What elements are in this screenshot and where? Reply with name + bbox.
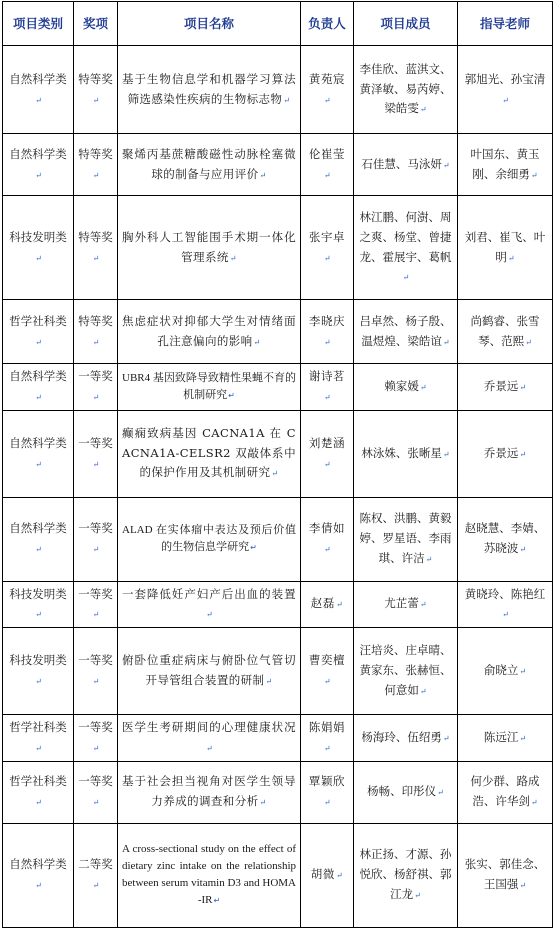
cell-category (3, 581, 74, 628)
paragraph-mark-icon: ↵ (425, 554, 433, 564)
cell-category-text: 自然科学类 (9, 521, 67, 536)
cell-members-text: 林泳姝、张晰星 (361, 445, 442, 460)
cell-category-text: 哲学社科类 (9, 720, 67, 735)
awards-table (2, 1, 553, 928)
cell-members (354, 761, 458, 823)
paragraph-mark-icon: ↵ (414, 890, 421, 900)
cell-award-text: 特等奖 (78, 313, 113, 328)
cell-leader-text: 覃颖欣 (308, 774, 346, 789)
cell-leader (301, 196, 354, 300)
cell-award (74, 364, 118, 411)
paragraph-mark-icon: ↵ (525, 337, 532, 347)
cell-members (354, 497, 458, 581)
cell-advisor (458, 46, 553, 134)
cell-advisor (458, 497, 553, 581)
header-row (3, 2, 553, 46)
cell-award-text: 一等奖 (78, 774, 113, 789)
cell-category-text: 自然科学类 (9, 71, 67, 86)
cell-members-text: 李佳欣、蓝淇文、黄泽敏、易芮婷、梁皓雯 (359, 61, 452, 116)
cell-project-name-text: 胸外科人工智能围手术期一体化管理系统 (122, 229, 296, 264)
cell-leader (301, 134, 354, 196)
cell-advisor-text: 陈远江 (483, 729, 519, 744)
paragraph-mark-icon: ↵ (92, 253, 100, 263)
cell-leader (301, 761, 354, 823)
paragraph-mark-icon: ↵ (442, 160, 450, 170)
cell-award-text: 一等奖 (78, 720, 113, 735)
cell-leader-text: 赵磊 (310, 596, 335, 611)
table-row (3, 761, 553, 823)
cell-category (3, 628, 74, 715)
paragraph-mark-icon: ↵ (259, 798, 267, 808)
cell-members-text: 吕卓然、杨子殷、温煜煌、梁皓谊 (359, 313, 452, 348)
cell-members-text: 林正扬、才源、孙悦欣、杨舒祺、郭江龙 (359, 847, 452, 901)
paragraph-mark-icon: ↵ (265, 677, 273, 687)
cell-leader-text: 刘楚涵 (308, 435, 346, 450)
cell-award (74, 196, 118, 300)
paragraph-mark-icon: ↵ (507, 253, 515, 263)
cell-advisor (458, 300, 553, 364)
cell-award-text: 特等奖 (78, 146, 113, 161)
paragraph-mark-icon: ↵ (323, 337, 332, 347)
cell-category (3, 196, 74, 300)
cell-members-text: 汪培炎、庄卓晴、黄家东、张赫恒、何意如 (359, 643, 452, 697)
cell-category-text: 科技发明类 (9, 653, 67, 668)
cell-members-text: 杨畅、印彤仪 (367, 784, 437, 799)
cell-award-text: 特等奖 (78, 229, 113, 244)
cell-leader (301, 823, 354, 927)
paragraph-mark-icon: ↵ (213, 896, 221, 906)
paragraph-mark-icon: ↵ (323, 392, 332, 402)
cell-advisor (458, 581, 553, 628)
paragraph-mark-icon: ↵ (92, 798, 100, 808)
cell-award (74, 715, 118, 762)
paragraph-mark-icon: ↵ (92, 337, 100, 347)
paragraph-mark-icon: ↵ (35, 337, 42, 347)
paragraph-mark-icon: ↵ (35, 798, 42, 808)
cell-project-name-text: 医学生考研期间的心理健康状况 (122, 720, 296, 735)
paragraph-mark-icon: ↵ (335, 871, 344, 881)
cell-advisor-text: 赵晓慧、李婧、苏晓波 (464, 521, 546, 556)
cell-advisor-text: 张实、郭佳念、王国强 (464, 857, 546, 892)
cell-leader (301, 410, 354, 497)
header-leader: 负责人 (301, 2, 354, 46)
cell-members-text: 林江鹏、何澍、周之爽、杨堂、曾捷龙、霍展宇、葛帆 (359, 209, 452, 264)
paragraph-mark-icon: ↵ (323, 798, 332, 808)
cell-project-name-text: A cross-sectional study on the effect of dietary zinc intake on the relationship between serum vitamin D3 and HOMA-IR (122, 843, 296, 907)
cell-project-name (118, 823, 301, 927)
paragraph-mark-icon: ↵ (419, 105, 427, 115)
cell-project-name-text: UBR4 基因致降导致精性果蝇不育的机制研究 (122, 371, 296, 401)
cell-advisor-text: 俞晓立 (483, 663, 519, 678)
header-award: 奖项 (74, 2, 118, 46)
paragraph-mark-icon: ↵ (519, 545, 527, 555)
cell-category-text: 自然科学类 (9, 146, 67, 161)
cell-category (3, 300, 74, 364)
cell-members (354, 410, 458, 497)
cell-members-text: 陈权、洪鹏、黄毅婷、罗星语、李雨琪、许洁 (359, 511, 452, 565)
table-row (3, 410, 553, 497)
cell-leader-text: 李倩如 (308, 521, 346, 536)
cell-project-name-text: 俯卧位重症病床与俯卧位气管切开导管组合装置的研制 (122, 653, 296, 688)
paragraph-mark-icon: ↵ (228, 390, 235, 400)
paragraph-mark-icon: ↵ (92, 95, 100, 105)
cell-members (354, 300, 458, 364)
cell-project-name (118, 300, 301, 364)
cell-members (354, 46, 458, 134)
cell-advisor (458, 823, 553, 927)
paragraph-mark-icon: ↵ (35, 743, 42, 753)
cell-members-text: 石佳慧、马泳妍 (361, 156, 442, 171)
cell-category (3, 364, 74, 411)
cell-members-text: 赖家媛 (384, 378, 419, 393)
cell-award-text: 一等奖 (78, 369, 113, 383)
cell-members-text: 尤芷蕾 (384, 596, 419, 611)
paragraph-mark-icon: ↵ (519, 733, 527, 743)
cell-category (3, 823, 74, 927)
paragraph-mark-icon: ↵ (35, 459, 42, 469)
cell-advisor-text: 黄晓玲、陈艳红 (464, 586, 546, 601)
cell-members (354, 581, 458, 628)
paragraph-mark-icon: ↵ (323, 677, 332, 687)
cell-project-name-text: 一套降低妊产妇产后出血的装置 (122, 586, 296, 601)
cell-award (74, 761, 118, 823)
paragraph-mark-icon: ↵ (35, 881, 42, 891)
paragraph-mark-icon: ↵ (259, 170, 267, 180)
paragraph-mark-icon: ↵ (35, 677, 42, 687)
cell-project-name (118, 134, 301, 196)
cell-project-name (118, 364, 301, 411)
paragraph-mark-icon: ↵ (283, 95, 291, 105)
cell-category-text: 自然科学类 (9, 369, 67, 383)
paragraph-mark-icon: ↵ (229, 253, 237, 263)
cell-leader-text: 陈娟娟 (308, 720, 346, 735)
cell-award (74, 823, 118, 927)
paragraph-mark-icon: ↵ (35, 253, 42, 263)
paragraph-mark-icon: ↵ (442, 449, 450, 459)
cell-leader (301, 364, 354, 411)
table-row (3, 46, 553, 134)
paragraph-mark-icon: ↵ (442, 337, 450, 347)
table-row (3, 364, 553, 411)
paragraph-mark-icon: ↵ (323, 170, 332, 180)
cell-advisor (458, 715, 553, 762)
paragraph-mark-icon: ↵ (92, 170, 100, 180)
cell-project-name (118, 497, 301, 581)
cell-award-text: 二等奖 (78, 857, 113, 872)
table-row (3, 300, 553, 364)
paragraph-mark-icon: ↵ (519, 382, 527, 392)
cell-advisor (458, 364, 553, 411)
cell-leader-text: 黄苑宸 (308, 71, 346, 86)
cell-award (74, 134, 118, 196)
paragraph-mark-icon: ↵ (92, 459, 100, 469)
paragraph-mark-icon: ↵ (35, 392, 42, 402)
cell-members (354, 628, 458, 715)
cell-advisor-text: 尚鹤睿、张雪琴、范熙 (470, 313, 540, 348)
header-advisor: 指导老师 (458, 2, 553, 46)
paragraph-mark-icon: ↵ (442, 733, 450, 743)
paragraph-mark-icon: ↵ (250, 543, 257, 553)
cell-leader-text: 胡微 (310, 867, 335, 882)
cell-award-text: 一等奖 (78, 653, 113, 668)
paragraph-mark-icon: ↵ (35, 95, 42, 105)
cell-project-name-text: ALAD 在实体瘤中表达及预后价值的生物信息学研究 (122, 523, 296, 554)
paragraph-mark-icon: ↵ (437, 788, 444, 798)
paragraph-mark-icon: ↵ (502, 610, 509, 620)
cell-members (354, 715, 458, 762)
cell-advisor (458, 410, 553, 497)
cell-members (354, 364, 458, 411)
cell-award (74, 628, 118, 715)
cell-advisor (458, 196, 553, 300)
paragraph-mark-icon: ↵ (253, 337, 261, 347)
paragraph-mark-icon: ↵ (35, 545, 42, 555)
cell-project-name (118, 46, 301, 134)
paragraph-mark-icon: ↵ (502, 95, 509, 105)
cell-advisor-text: 叶国东、黄玉刚、余细勇 (470, 146, 540, 181)
cell-category-text: 自然科学类 (9, 857, 67, 872)
paragraph-mark-icon: ↵ (530, 170, 538, 180)
paragraph-mark-icon: ↵ (419, 686, 427, 696)
cell-project-name (118, 410, 301, 497)
paragraph-mark-icon: ↵ (205, 610, 214, 620)
paragraph-mark-icon: ↵ (402, 273, 410, 283)
cell-advisor-text: 刘君、崔飞、叶明 (464, 229, 546, 264)
table-row (3, 823, 553, 927)
paragraph-mark-icon: ↵ (519, 667, 527, 677)
cell-category-text: 哲学社科类 (9, 313, 67, 328)
table-row (3, 628, 553, 715)
cell-project-name-text: 聚烯丙基蔗糖酸磁性动脉栓塞微球的制备与应用评价 (122, 146, 296, 181)
cell-category-text: 科技发明类 (9, 586, 67, 601)
cell-project-name (118, 715, 301, 762)
paragraph-mark-icon: ↵ (92, 881, 100, 891)
table-row (3, 581, 553, 628)
paragraph-mark-icon: ↵ (323, 95, 332, 105)
header-members: 项目成员 (354, 2, 458, 46)
cell-award (74, 410, 118, 497)
cell-advisor (458, 761, 553, 823)
paragraph-mark-icon: ↵ (323, 459, 332, 469)
cell-leader-text: 曹奕檀 (308, 653, 346, 668)
cell-award (74, 300, 118, 364)
cell-leader (301, 300, 354, 364)
cell-category (3, 715, 74, 762)
cell-award (74, 581, 118, 628)
cell-project-name (118, 628, 301, 715)
paragraph-mark-icon: ↵ (35, 610, 42, 620)
cell-leader-text: 伦崔莹 (308, 146, 346, 161)
cell-category (3, 761, 74, 823)
table-row (3, 134, 553, 196)
paragraph-mark-icon: ↵ (92, 610, 100, 620)
paragraph-mark-icon: ↵ (35, 170, 42, 180)
paragraph-mark-icon: ↵ (323, 743, 332, 753)
cell-project-name-text: 基于生物信息学和机器学习算法筛选感染性疾病的生物标志物 (122, 71, 296, 106)
cell-advisor-text: 乔景远 (483, 378, 519, 393)
cell-leader (301, 715, 354, 762)
cell-leader-text: 李晓庆 (308, 313, 346, 328)
cell-award-text: 一等奖 (78, 435, 113, 450)
cell-members (354, 823, 458, 927)
cell-leader (301, 497, 354, 581)
cell-project-name-text: 癫痫致病基因 CACNA1A 在 CACNA1A-CELSR2 双敲体系中的保护作用及其机制研究 (122, 425, 296, 480)
cell-award-text: 一等奖 (78, 521, 113, 536)
paragraph-mark-icon: ↵ (92, 743, 100, 753)
cell-award-text: 特等奖 (78, 71, 113, 86)
cell-leader (301, 46, 354, 134)
cell-leader-text: 张宇卓 (308, 229, 346, 244)
cell-members (354, 196, 458, 300)
cell-members-text: 杨海玲、伍绍勇 (361, 729, 442, 744)
cell-advisor (458, 134, 553, 196)
paragraph-mark-icon: ↵ (271, 469, 279, 479)
cell-project-name (118, 581, 301, 628)
header-project-name: 项目名称 (118, 2, 301, 46)
paragraph-mark-icon: ↵ (323, 545, 332, 555)
paragraph-mark-icon: ↵ (335, 600, 344, 610)
cell-members (354, 134, 458, 196)
cell-leader (301, 581, 354, 628)
cell-category-text: 自然科学类 (9, 435, 67, 450)
cell-category (3, 410, 74, 497)
cell-project-name-text: 基于社会担当视角对医学生领导力养成的调查和分析 (122, 774, 296, 809)
cell-category (3, 497, 74, 581)
paragraph-mark-icon: ↵ (530, 798, 538, 808)
paragraph-mark-icon: ↵ (419, 382, 427, 392)
cell-leader-text: 谢诗茗 (308, 369, 346, 383)
cell-award-text: 一等奖 (78, 586, 113, 601)
cell-category (3, 134, 74, 196)
paragraph-mark-icon: ↵ (92, 677, 100, 687)
cell-category (3, 46, 74, 134)
cell-advisor-text: 何少群、路成浩、许华剑 (470, 774, 540, 809)
paragraph-mark-icon: ↵ (519, 449, 527, 459)
paragraph-mark-icon: ↵ (519, 881, 527, 891)
paragraph-mark-icon: ↵ (92, 392, 100, 402)
cell-award (74, 46, 118, 134)
paragraph-mark-icon: ↵ (92, 545, 100, 555)
header-category: 项目类别 (3, 2, 74, 46)
table-row (3, 497, 553, 581)
paragraph-mark-icon: ↵ (323, 253, 332, 263)
cell-award (74, 497, 118, 581)
paragraph-mark-icon: ↵ (205, 743, 214, 753)
table-row (3, 715, 553, 762)
table-body (3, 46, 553, 928)
cell-project-name (118, 196, 301, 300)
cell-advisor-text: 郭旭光、孙宝清 (464, 71, 546, 86)
cell-advisor-text: 乔景远 (483, 445, 519, 460)
cell-project-name-text: 焦虑症状对抑郁大学生对情绪面孔注意偏向的影响 (122, 313, 296, 348)
table-row (3, 196, 553, 300)
paragraph-mark-icon: ↵ (419, 600, 427, 610)
cell-category-text: 哲学社科类 (9, 774, 67, 789)
cell-category-text: 科技发明类 (9, 229, 67, 244)
cell-project-name (118, 761, 301, 823)
cell-advisor (458, 628, 553, 715)
cell-leader (301, 628, 354, 715)
